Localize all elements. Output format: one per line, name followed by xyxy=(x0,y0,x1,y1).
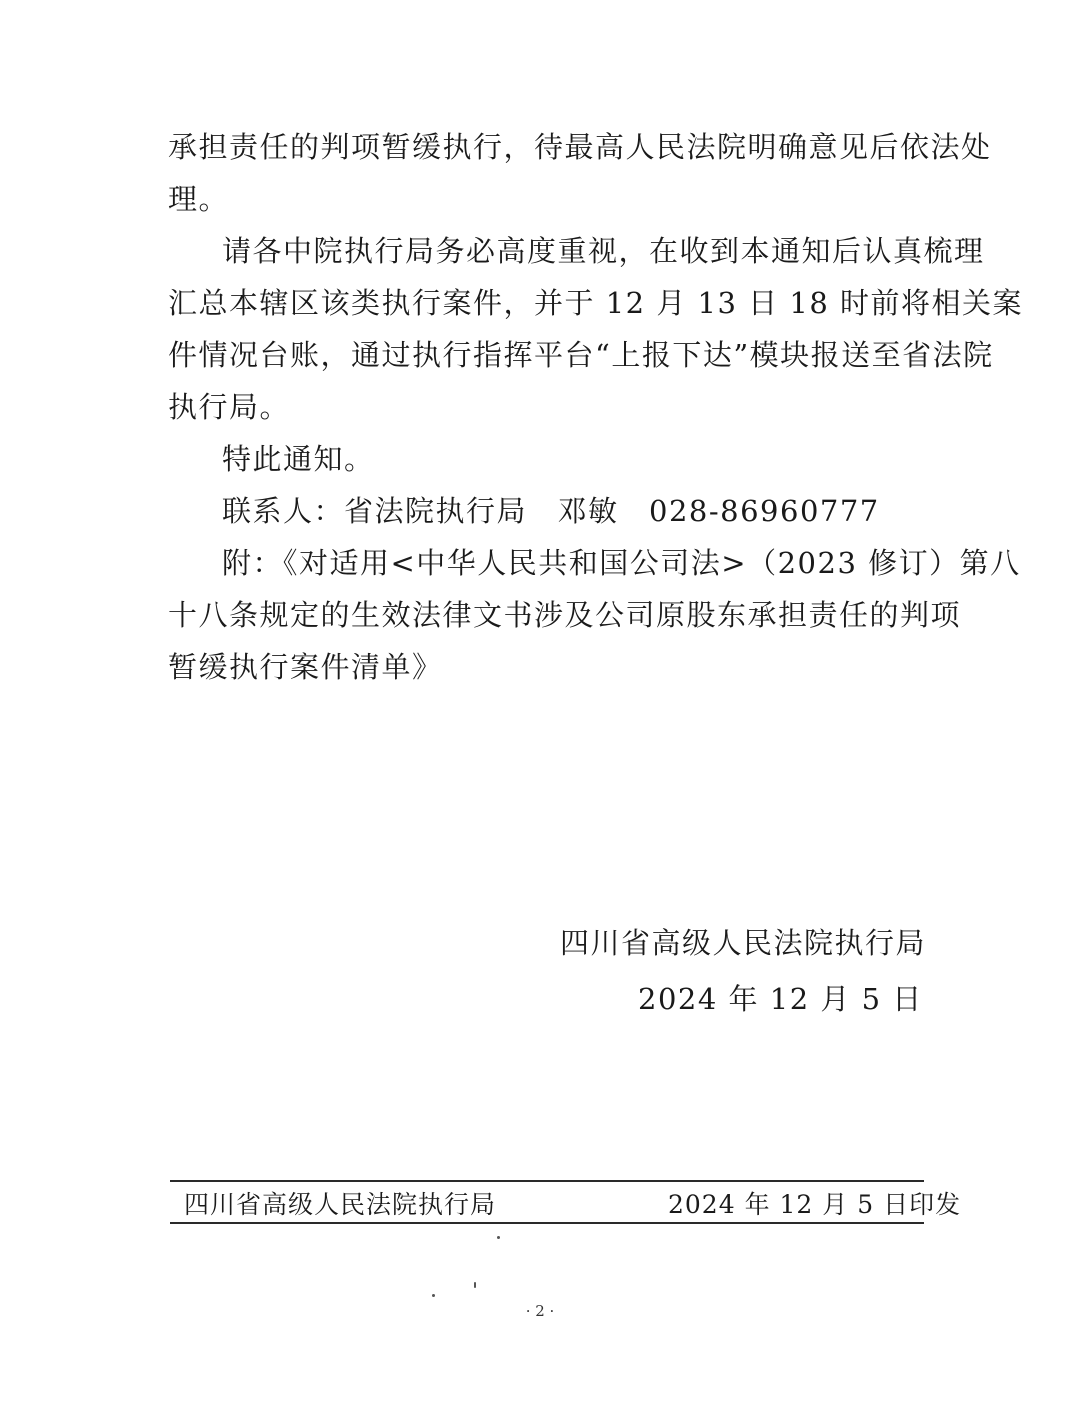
closing-line: 特此通知。 xyxy=(222,442,375,476)
page-number: · 2 · xyxy=(525,1302,555,1320)
signature-issuer: 四川省高级人民法院执行局 xyxy=(560,926,927,960)
attachment-line-3: 暂缓执行案件清单》 xyxy=(168,650,443,684)
signature-date: 2024 年 12 月 5 日 xyxy=(638,982,923,1016)
contact-line: 联系人：省法院执行局 邓敏 028-86960777 xyxy=(222,494,880,528)
scan-speck xyxy=(497,1236,500,1239)
body-line-6: 执行局。 xyxy=(168,390,291,424)
body-line-3: 请各中院执行局务必高度重视，在收到本通知后认真梳理 xyxy=(222,234,985,268)
footer-issuer: 四川省高级人民法院执行局 xyxy=(184,1190,497,1219)
body-line-5: 件情况台账，通过执行指挥平台“上报下达”模块报送至省法院 xyxy=(168,338,994,372)
body-line-1: 承担责任的判项暂缓执行，待最高人民法院明确意见后依法处 xyxy=(168,130,992,164)
body-line-2: 理。 xyxy=(168,182,230,216)
body-line-4: 汇总本辖区该类执行案件，并于 12 月 13 日 18 时前将相关案 xyxy=(168,286,1024,320)
footer-rule-bottom xyxy=(170,1222,924,1224)
scan-speck xyxy=(432,1294,435,1297)
scan-speck xyxy=(474,1282,476,1288)
attachment-line-2: 十八条规定的生效法律文书涉及公司原股东承担责任的判项 xyxy=(168,598,962,632)
attachment-line-1: 附：《对适用<中华人民共和国公司法>（2023 修订）第八 xyxy=(222,546,1021,580)
footer-print-date: 2024 年 12 月 5 日印发 xyxy=(668,1190,962,1219)
footer-rule-top xyxy=(170,1180,924,1182)
